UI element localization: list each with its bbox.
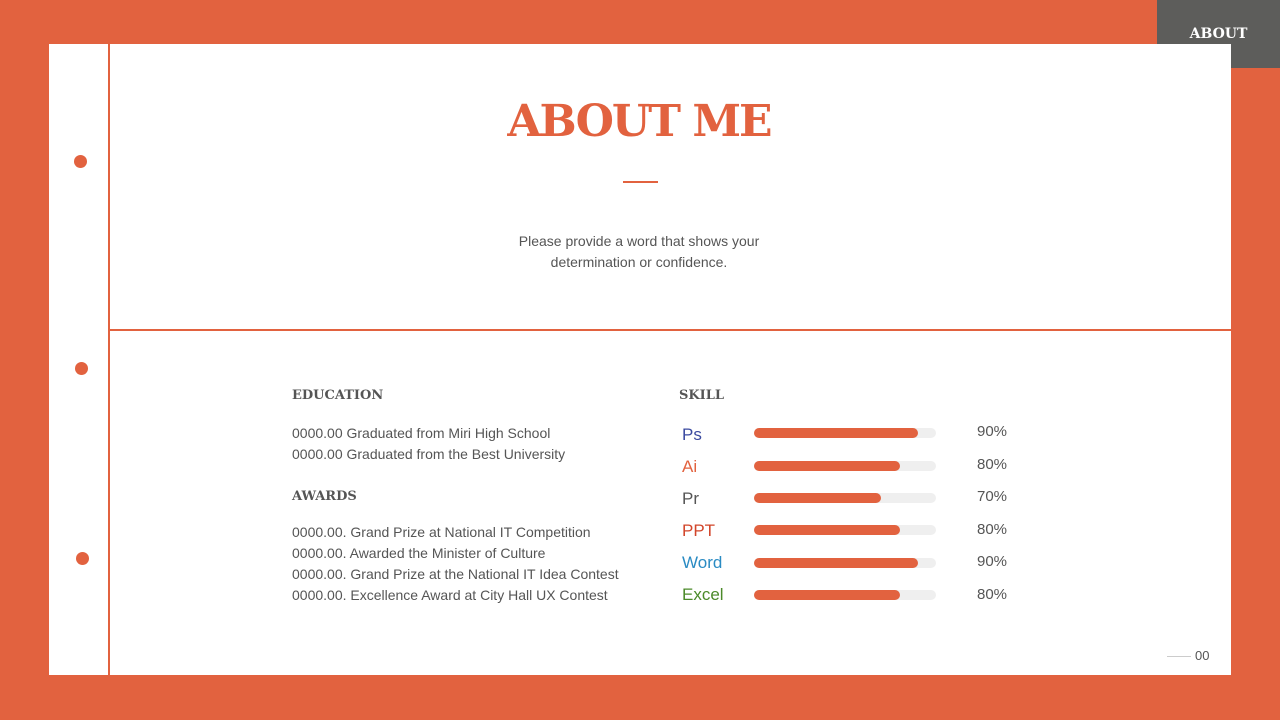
skill-progress-fill	[754, 590, 900, 600]
bullet-dot-top	[74, 155, 87, 168]
skill-percent: 90%	[977, 553, 1008, 570]
skill-percent: 80%	[977, 456, 1008, 473]
skill-progress-fill	[754, 525, 900, 535]
skill-progress-fill	[754, 461, 900, 471]
education-item: 0000.00 Graduated from the Best University	[292, 446, 566, 462]
awards-list	[292, 522, 619, 606]
skill-progress-track	[754, 590, 936, 600]
bullet-dot-bottom	[76, 552, 89, 565]
skill-progress-fill	[754, 428, 918, 438]
skill-progress-track	[754, 493, 936, 503]
skill-percent: 90%	[977, 423, 1008, 440]
education-item: 0000.00 Graduated from Miri High School	[292, 425, 551, 441]
skill-name: Pr	[682, 489, 699, 508]
awards-item: 0000.00. Grand Prize at the National IT Idea Contest	[292, 566, 619, 582]
page-title: ABOUT ME	[507, 96, 771, 147]
about-tab-label: ABOUT	[1189, 26, 1248, 42]
vertical-divider	[108, 44, 110, 675]
skill-name: PPT	[682, 521, 716, 540]
page-number: 00	[1195, 648, 1210, 663]
subtitle-line-2: determination or confidence.	[550, 254, 728, 270]
skill-progress-track	[754, 428, 936, 438]
awards-item: 0000.00. Grand Prize at National IT Competition	[292, 524, 591, 540]
skill-progress-fill	[754, 493, 881, 503]
skill-name: Word	[682, 553, 723, 572]
about-card	[49, 44, 1231, 675]
skill-progress-track	[754, 558, 936, 568]
awards-item: 0000.00. Excellence Award at City Hall UX Contest	[292, 587, 608, 603]
awards-item: 0000.00. Awarded the Minister of Culture	[292, 545, 546, 561]
page-number-rule	[1167, 656, 1191, 657]
page-subtitle	[439, 231, 839, 273]
bullet-dot-middle	[75, 362, 88, 375]
education-heading: EDUCATION	[292, 388, 384, 403]
education-list	[292, 423, 565, 465]
skill-progress-track	[754, 461, 936, 471]
skill-percent: 70%	[977, 488, 1008, 505]
skill-progress-track	[754, 525, 936, 535]
skill-name: Ai	[682, 457, 698, 476]
skill-name: Ps	[682, 425, 702, 444]
skill-progress-fill	[754, 558, 918, 568]
subtitle-line-1: Please provide a word that shows your	[518, 233, 760, 249]
title-underline	[623, 181, 658, 183]
skill-percent: 80%	[977, 586, 1008, 603]
horizontal-divider	[110, 329, 1231, 331]
skill-percent: 80%	[977, 521, 1008, 538]
skill-heading: SKILL	[679, 388, 725, 403]
awards-heading: AWARDS	[292, 489, 357, 504]
skill-name: Excel	[682, 585, 724, 604]
